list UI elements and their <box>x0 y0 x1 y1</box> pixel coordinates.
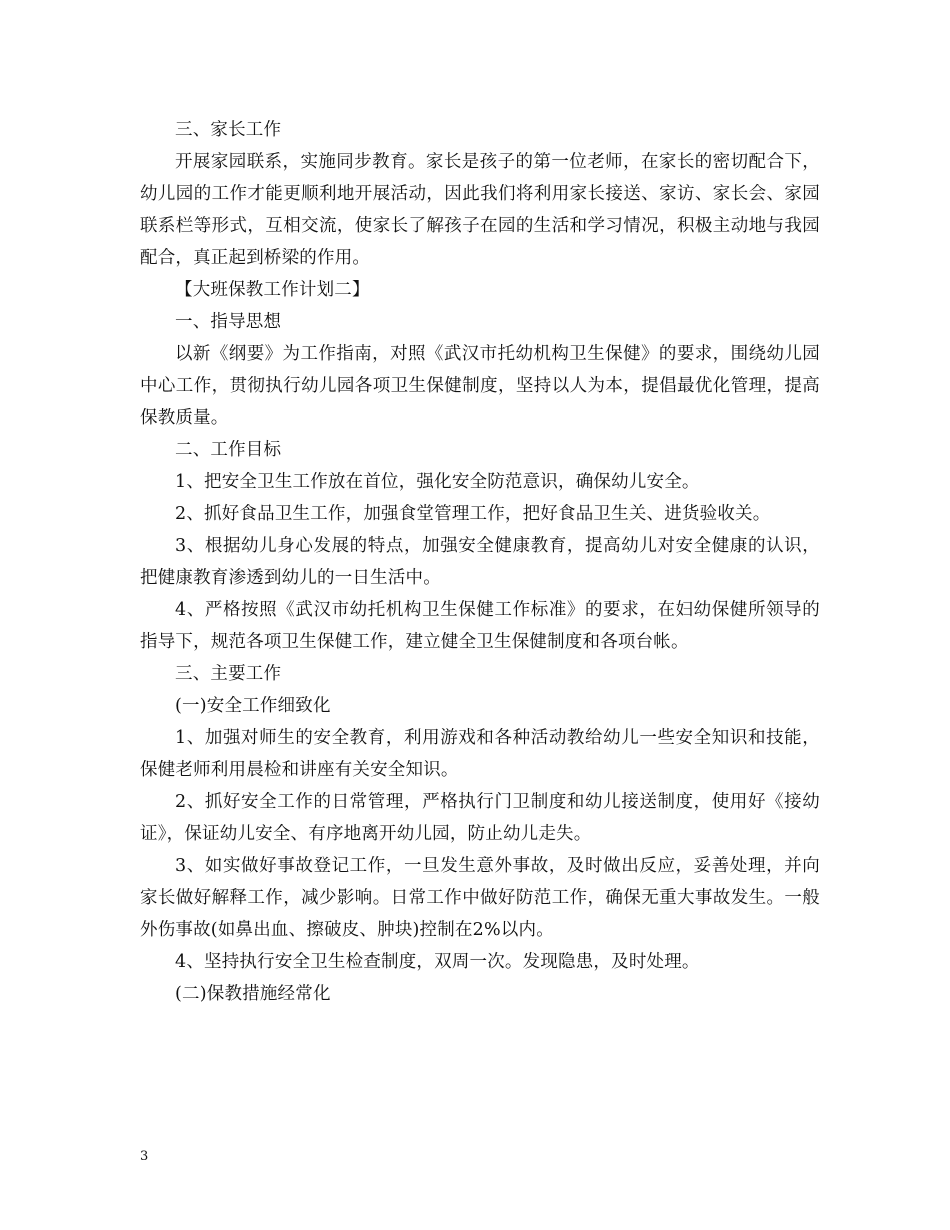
paragraph-home-school-contact: 开展家园联系，实施同步教育。家长是孩子的第一位老师，在家长的密切配合下，幼儿园的工作才能更顺利地开展活动，因此我们将利用家长接送、家访、家长会、家园联系栏等形式，互相交流，使家长了解孩子在园的生活和学习情况，积极主动地与我园配合，真正起到桥梁的作用。 <box>140 152 820 268</box>
goal-item-3: 3、根据幼儿身心发展的特点，加强安全健康教育，提高幼儿对安全健康的认识，把健康教育渗透到幼儿的一日生活中。 <box>140 536 820 588</box>
safety-item-3: 3、如实做好事故登记工作，一旦发生意外事故，及时做出反应，妥善处理，并向家长做好解释工作，减少影响。日常工作中做好防范工作，确保无重大事故发生。一般外伤事故(如鼻出血、擦破皮、肿块)控制在2%以内。 <box>140 856 820 940</box>
safety-item-1: 1、加强对师生的安全教育，利用游戏和各种活动教给幼儿一些安全知识和技能，保健老师利用晨检和讲座有关安全知识。 <box>140 728 820 780</box>
heading-parent-work: 三、家长工作 <box>175 120 282 140</box>
heading-guiding-ideology: 一、指导思想 <box>175 312 282 332</box>
safety-item-4: 4、坚持执行安全卫生检查制度，双周一次。发现隐患，及时处理。 <box>175 952 700 972</box>
document-body <box>140 114 820 1010</box>
goal-item-4: 4、严格按照《武汉市幼托机构卫生保健工作标准》的要求，在妇幼保健所领导的指导下，规范各项卫生保健工作，建立健全卫生保健制度和各项台帐。 <box>140 600 820 652</box>
subheading-care-measures: (二)保教措施经常化 <box>175 984 331 1004</box>
heading-work-goals: 二、工作目标 <box>175 440 282 460</box>
subheading-safety-work: (一)安全工作细致化 <box>175 696 331 716</box>
paragraph-guiding-ideology: 以新《纲要》为工作指南，对照《武汉市托幼机构卫生保健》的要求，围绕幼儿园中心工作，贯彻执行幼儿园各项卫生保健制度，坚持以人为本，提倡最优化管理，提高保教质量。 <box>140 344 820 428</box>
heading-plan-two: 【大班保教工作计划二】 <box>175 280 370 300</box>
safety-item-2: 2、抓好安全工作的日常管理，严格执行门卫制度和幼儿接送制度，使用好《接幼证》，保证幼儿安全、有序地离开幼儿园，防止幼儿走失。 <box>140 792 820 844</box>
page-number: 3 <box>140 1149 149 1164</box>
goal-item-2: 2、抓好食品卫生工作，加强食堂管理工作，把好食品卫生关、进货验收关。 <box>175 504 771 524</box>
goal-item-1: 1、把安全卫生工作放在首位，强化安全防范意识，确保幼儿安全。 <box>175 472 700 492</box>
heading-main-work: 三、主要工作 <box>175 664 282 684</box>
